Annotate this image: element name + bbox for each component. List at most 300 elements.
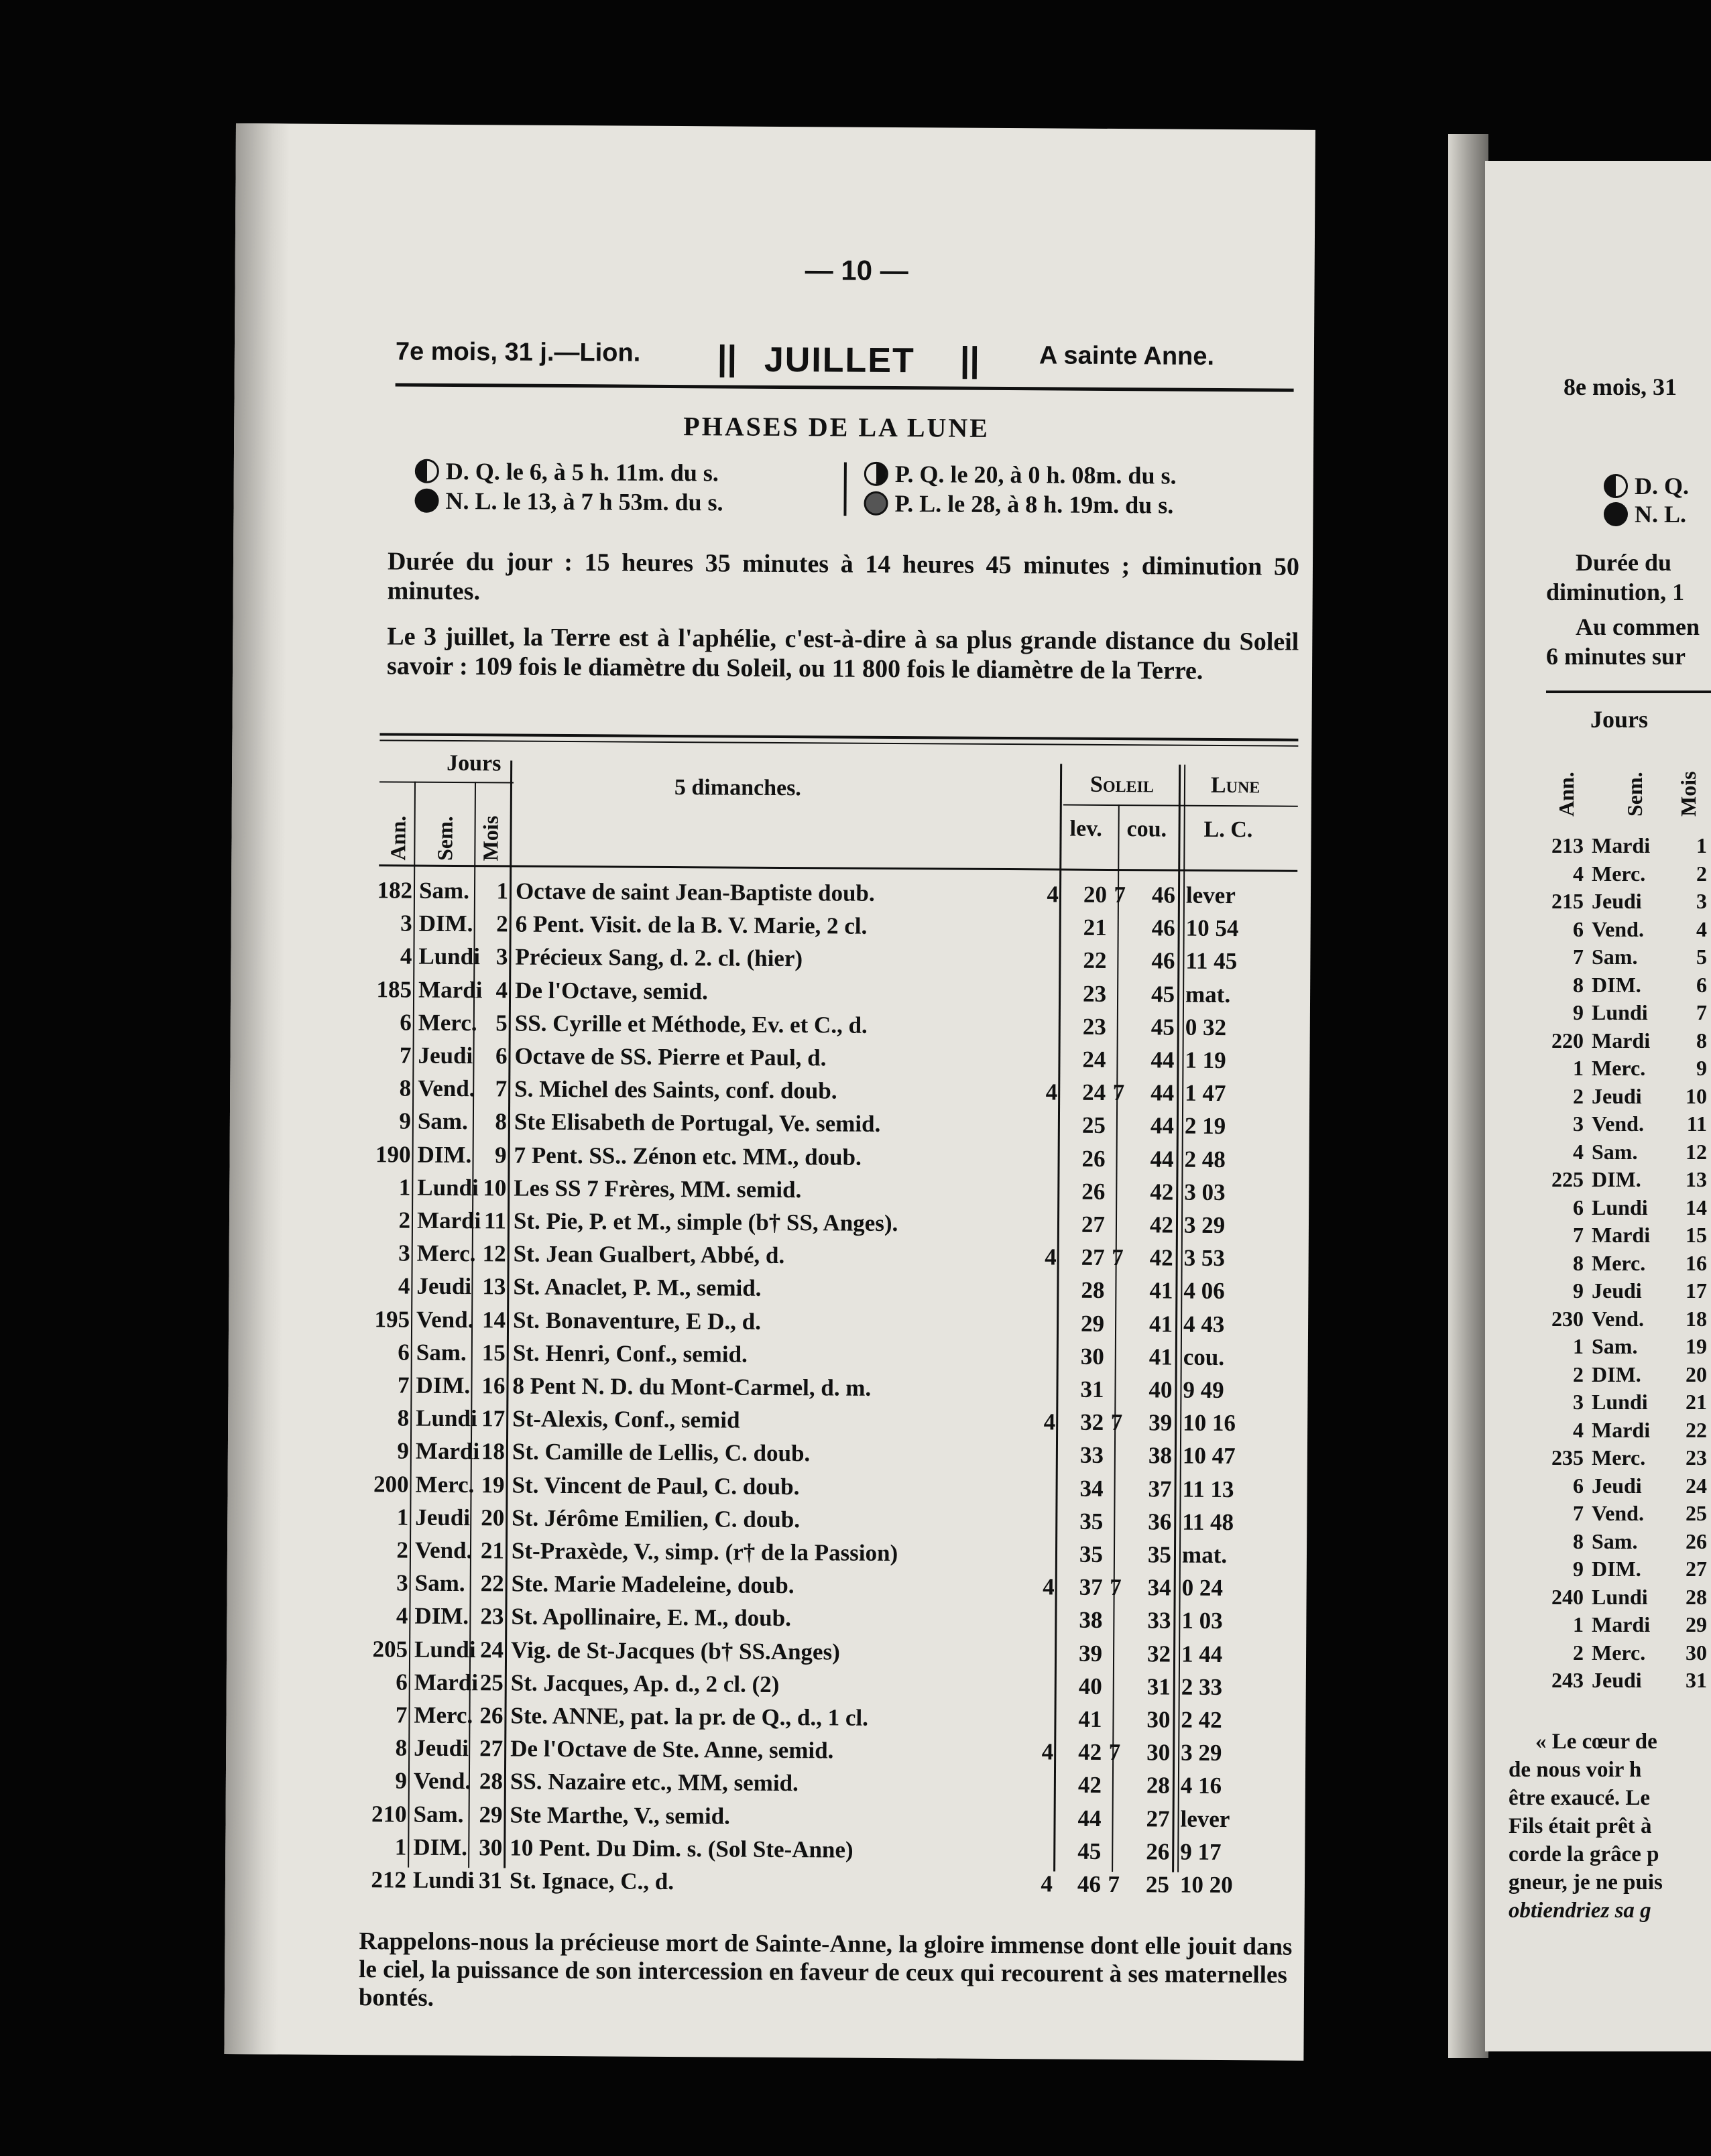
cou-min-cell: 42 [1149, 1244, 1173, 1271]
sem-cell: Lundi [414, 1636, 476, 1663]
cou-min-cell: 44 [1150, 1145, 1174, 1173]
next-ann-cell: 240 [1551, 1584, 1584, 1609]
next-dq [1604, 472, 1689, 500]
sem-cell: Jeudi [416, 1273, 472, 1300]
lune-cell: cou. [1183, 1343, 1225, 1370]
aphelion-note: Le 3 juillet, la Terre est à l'aphélie, c'est-à-dire à sa plus grande distance du Soleil savoir : 109 fois le diamètre du Soleil, ou 11 800 fois le diamètre de la Terre. [386, 622, 1299, 685]
next-mois-cell: 22 [1686, 1417, 1707, 1442]
lev-min-cell: 41 [1078, 1705, 1102, 1732]
ann-cell: 9 [395, 1767, 408, 1794]
phase-pl-text: P. L. le 28, à 8 h. 19m. du s. [894, 490, 1174, 519]
next-ann-cell: 235 [1551, 1445, 1584, 1470]
lev-hour-cell: 4 [1043, 1409, 1056, 1435]
lev-min-cell: 20 [1083, 881, 1108, 908]
lev-hour-cell: 4 [1041, 1738, 1054, 1765]
lune-header: Lune [1210, 772, 1260, 798]
ann-cell: 185 [376, 975, 412, 1003]
cou-min-cell: 39 [1148, 1409, 1173, 1436]
phase-pq [864, 460, 1177, 490]
next-table-rule [1546, 691, 1711, 693]
cou-min-cell: 46 [1151, 947, 1175, 974]
sem-cell: Sam. [417, 1108, 468, 1135]
sem-cell: Lundi [412, 1866, 475, 1894]
table-row [368, 1569, 1293, 1602]
lune-cell: 9 49 [1183, 1376, 1224, 1404]
cou-min-cell: 25 [1145, 1871, 1170, 1898]
sem-cell: Vend. [414, 1537, 473, 1564]
cou-min-cell: 44 [1150, 1112, 1175, 1139]
sem-cell: Jeudi [418, 1042, 473, 1069]
sem-cell: Jeudi [415, 1504, 471, 1531]
lev-min-cell: 26 [1081, 1178, 1106, 1205]
next-comm1: Au commen [1576, 613, 1700, 640]
lune-cell: lever [1185, 882, 1236, 909]
header-bar-left: || [717, 339, 738, 378]
next-sem-cell: Vend. [1592, 1306, 1644, 1331]
next-ann-cell: 9 [1573, 1000, 1584, 1024]
table-body [371, 876, 1297, 1899]
next-mois-cell: 14 [1686, 1195, 1707, 1219]
ann-cell: 3 [400, 910, 412, 937]
next-ann-cell: 4 [1573, 861, 1584, 886]
next-ann-cell: 243 [1551, 1668, 1584, 1692]
soleil-header: Soleil [1089, 772, 1155, 798]
cou-hour-cell: 7 [1110, 1409, 1123, 1436]
lev-min-cell: 35 [1079, 1541, 1104, 1567]
lune-cell: 11 13 [1182, 1476, 1234, 1502]
next-mois-cell: 10 [1686, 1083, 1707, 1108]
sem-cell: Sam. [418, 877, 470, 904]
lev-min-cell: 39 [1078, 1640, 1103, 1667]
saint-cell: S. Michel des Saints, conf. doub. [514, 1075, 837, 1104]
next-sem-cell: Merc. [1592, 1445, 1646, 1470]
mois-cell: 18 [481, 1438, 506, 1465]
lune-cell: 11 48 [1182, 1508, 1234, 1535]
phase-nl-text: N. L. le 13, à 7 h 53m. du s. [445, 487, 723, 516]
ann-cell: 7 [399, 1042, 412, 1069]
next-ann-cell: 225 [1551, 1167, 1584, 1191]
table-row [370, 1206, 1295, 1240]
next-sem-cell: Vend. [1592, 1112, 1644, 1136]
header-bottom-rule [379, 864, 1297, 872]
next-quote-line: obtiendriez sa g [1509, 1899, 1651, 1923]
lev-min-cell: 27 [1081, 1211, 1106, 1238]
ann-cell: 6 [400, 1009, 412, 1036]
phase-nl [414, 487, 723, 517]
lune-cell: 10 54 [1185, 914, 1239, 942]
saint-cell: St. Bonaventure, E D., d. [512, 1307, 762, 1335]
lev-min-cell: 28 [1081, 1277, 1105, 1304]
mois-cell: 9 [494, 1141, 507, 1169]
lune-cell: 3 29 [1181, 1739, 1222, 1766]
dimanches-header: 5 dimanches. [674, 775, 801, 801]
cou-min-cell: 34 [1147, 1574, 1171, 1601]
saint-cell: St. Jean Gualbert, Abbé, d. [513, 1240, 785, 1269]
saint-cell: Octave de saint Jean-Baptiste doub. [515, 878, 875, 906]
jours-header: Jours [447, 750, 501, 776]
cou-min-cell: 27 [1146, 1805, 1170, 1832]
calendar-table [366, 733, 1299, 1905]
next-sem-cell: Jeudi [1592, 1278, 1642, 1303]
lev-min-cell: 40 [1078, 1673, 1102, 1699]
next-ann-cell: 1 [1573, 1334, 1584, 1358]
last-quarter-icon [415, 459, 439, 483]
lune-cell: 1 47 [1185, 1079, 1226, 1107]
sem-cell: Vend. [413, 1768, 471, 1795]
next-sem-cell: Lundi [1592, 1584, 1648, 1609]
sem-cell: Lundi [417, 1174, 479, 1201]
table-row [367, 1668, 1293, 1701]
lune-cell: mat. [1185, 981, 1231, 1008]
mois-cell: 2 [496, 910, 508, 937]
header-bar-right: || [959, 340, 980, 379]
sem-cell: DIM. [414, 1603, 469, 1630]
next-ann-cell: 6 [1573, 1195, 1584, 1219]
next-mois-cell: 23 [1686, 1445, 1707, 1470]
lune-cell: 1 44 [1181, 1640, 1223, 1667]
sem-cell: Mardi [414, 1669, 479, 1696]
next-ann-cell: 215 [1551, 889, 1584, 913]
sem-cell: DIM. [416, 1372, 471, 1399]
cou-min-cell: 38 [1148, 1442, 1173, 1469]
next-sem-cell: Merc. [1592, 1056, 1646, 1080]
ann-cell: 195 [374, 1305, 410, 1333]
lune-cell: 4 16 [1180, 1773, 1222, 1799]
next-ann-cell: 213 [1551, 833, 1584, 857]
next-sem-cell: Mardi [1592, 833, 1651, 857]
next-mois-cell: 9 [1696, 1056, 1707, 1080]
saint-cell: SS. Cyrille et Méthode, Ev. et C., d. [514, 1010, 868, 1038]
sem-cell: Lundi [418, 943, 481, 970]
mois-cell: 6 [495, 1042, 508, 1069]
mois-cell: 20 [481, 1504, 505, 1531]
phases-title: PHASES DE LA LUNE [683, 411, 990, 443]
sem-cell: Sam. [416, 1339, 467, 1366]
lev-hour-cell: 4 [1043, 1573, 1055, 1600]
next-mois-cell: 25 [1686, 1501, 1707, 1525]
next-mois-cell: 15 [1686, 1223, 1707, 1247]
next-sem-cell: Sam. [1592, 1334, 1638, 1358]
sem-cell: Merc. [416, 1240, 476, 1267]
lune-cell: 10 16 [1183, 1409, 1236, 1437]
lune-cell: 4 43 [1183, 1311, 1225, 1337]
next-sem-cell: Mardi [1592, 1417, 1651, 1442]
saint-cell: Ste. ANNE, pat. la pr. de Q., d., 1 cl. [510, 1702, 869, 1731]
next-sem-cell: Vend. [1592, 916, 1644, 941]
next-sem-cell: Lundi [1592, 1000, 1648, 1024]
sem-cell: Vend. [418, 1075, 475, 1102]
ann-cell: 1 [396, 1504, 409, 1531]
sem-cell: Vend. [416, 1306, 474, 1333]
saint-cell: Octave de SS. Pierre et Paul, d. [514, 1042, 827, 1071]
next-sem-cell: DIM. [1592, 1167, 1641, 1191]
table-row [367, 1734, 1292, 1767]
cou-min-cell: 33 [1147, 1607, 1171, 1634]
saint-cell: De l'Octave de Ste. Anne, semid. [510, 1735, 834, 1764]
ann-cell: 210 [371, 1800, 407, 1828]
saint-cell: St-Praxède, V., simp. (r† de la Passion) [511, 1537, 898, 1567]
next-ann-cell: 7 [1573, 1223, 1584, 1247]
lev-min-cell: 45 [1077, 1838, 1102, 1864]
ann-cell: 6 [398, 1339, 410, 1366]
next-mois-cell: 13 [1686, 1167, 1707, 1191]
cou-min-cell: 46 [1151, 882, 1176, 908]
next-ann-cell: 7 [1573, 945, 1584, 969]
saint-cell: St. Ignace, C., d. [509, 1867, 674, 1895]
full-moon-icon [864, 491, 888, 516]
next-ann-cell: 1 [1573, 1612, 1584, 1636]
almanac-page [224, 123, 1315, 2061]
saint-cell: St. Camille de Lellis, C. doub. [512, 1438, 811, 1467]
saint-cell: St. Apollinaire, E. M., doub. [511, 1603, 792, 1632]
next-ann-cell: 3 [1573, 1112, 1584, 1136]
sem-cell: Merc. [414, 1701, 473, 1729]
cou-hour-cell: 7 [1112, 1244, 1124, 1271]
lev-min-cell: 24 [1082, 1079, 1106, 1106]
cou-min-cell: 45 [1150, 980, 1175, 1008]
sem-cell: Lundi [416, 1404, 477, 1432]
next-mois-cell: 24 [1686, 1473, 1707, 1498]
page-number: — 10 — [805, 254, 908, 287]
next-mois-cell: 28 [1686, 1584, 1707, 1609]
next-sem-cell: Merc. [1592, 1250, 1646, 1275]
mois-cell: 21 [480, 1537, 505, 1564]
phase-pl [864, 489, 1173, 520]
next-ann-cell: 9 [1573, 1278, 1584, 1303]
saint-cell: St. Vincent de Paul, C. doub. [512, 1472, 800, 1500]
saint-cell: St. Pie, P. et M., simple (b† SS, Anges). [513, 1207, 898, 1237]
header-rule [396, 383, 1294, 392]
next-sem-cell: Jeudi [1592, 1473, 1642, 1498]
next-mois-cell: 1 [1696, 833, 1707, 857]
lune-cell: 4 06 [1183, 1278, 1225, 1305]
sem-cell: Sam. [413, 1801, 464, 1828]
cou-min-cell: 41 [1148, 1343, 1173, 1370]
saint-cell: St. Henri, Conf., semid. [512, 1339, 748, 1368]
ann-cell: 8 [395, 1734, 408, 1761]
lev-min-cell: 26 [1081, 1145, 1106, 1172]
saint-cell: St. Anaclet, P. M., semid. [513, 1273, 762, 1302]
lune-cell: 0 32 [1185, 1014, 1227, 1040]
next-sem-cell: Mardi [1592, 1028, 1651, 1053]
header-right: A sainte Anne. [1039, 341, 1215, 371]
cou-hour-cell: 7 [1114, 882, 1126, 908]
next-duree1: Durée du [1576, 549, 1671, 576]
next-quote-line: corde la grâce p [1509, 1842, 1659, 1866]
cou-min-cell: 40 [1148, 1376, 1173, 1403]
lune-cell: 2 33 [1181, 1673, 1223, 1700]
next-sem-cell: DIM. [1592, 972, 1641, 997]
saint-cell: St. Jérôme Emilien, C. doub. [512, 1504, 801, 1533]
mois-cell: 10 [483, 1175, 507, 1201]
next-ann-cell: 9 [1573, 1557, 1584, 1581]
lev-min-cell: 34 [1079, 1475, 1104, 1502]
next-sem-cell: Jeudi [1592, 1083, 1642, 1108]
next-sem-cell: Vend. [1592, 1501, 1644, 1525]
ann-cell: 1 [394, 1834, 407, 1860]
next-ann-cell: 8 [1573, 1250, 1584, 1275]
next-quote-line: gneur, je ne puis [1509, 1870, 1663, 1895]
jours-underline [379, 781, 514, 783]
lev-min-cell: 33 [1079, 1442, 1104, 1469]
next-mois-cell: 18 [1686, 1306, 1707, 1331]
mois-cell: 5 [495, 1010, 508, 1036]
lune-cell: 3 29 [1183, 1211, 1226, 1239]
saint-cell: Précieux Sang, d. 2. cl. (hier) [515, 943, 803, 972]
lev-min-cell: 37 [1079, 1573, 1103, 1601]
lev-min-cell: 25 [1081, 1112, 1106, 1139]
mois-cell: 22 [480, 1570, 504, 1597]
next-sem-cell: Jeudi [1592, 889, 1642, 913]
next-ann: Ann. [1554, 772, 1578, 817]
next-nl-text: N. L. [1635, 501, 1687, 528]
next-ann-cell: 230 [1551, 1306, 1584, 1331]
lev-min-cell: 44 [1077, 1805, 1102, 1832]
lev-min-cell: 42 [1077, 1772, 1102, 1799]
next-mois-cell: 26 [1686, 1529, 1707, 1553]
cou-min-cell: 30 [1146, 1706, 1171, 1733]
mois-cell: 19 [481, 1471, 505, 1498]
next-sem-cell: Lundi [1592, 1195, 1648, 1219]
ann-header: Ann. [386, 815, 410, 861]
cou-min-cell: 32 [1146, 1640, 1171, 1667]
lune-cell: 3 03 [1184, 1179, 1226, 1205]
lev-hour-cell: 4 [1045, 1079, 1058, 1105]
mois-cell: 1 [496, 878, 509, 904]
lune-cell: 9 17 [1180, 1838, 1222, 1865]
lev-min-cell: 27 [1081, 1244, 1105, 1271]
table-row [369, 1338, 1295, 1372]
next-mois-cell: 30 [1686, 1640, 1707, 1665]
last-quarter-icon [1604, 474, 1628, 498]
cou-min-cell: 30 [1146, 1739, 1171, 1766]
mois-header: Mois [478, 815, 503, 861]
lev-min-cell: 38 [1079, 1607, 1103, 1634]
cou-min-cell: 44 [1150, 1046, 1175, 1073]
next-ann-cell: 1 [1573, 1056, 1584, 1080]
next-mois-cell: 5 [1696, 945, 1707, 969]
ann-cell: 4 [398, 1272, 410, 1300]
next-ann-cell: 2 [1573, 1083, 1584, 1108]
next-ann-cell: 8 [1573, 972, 1584, 997]
lev-min-cell: 23 [1082, 980, 1107, 1007]
lune-cell: 2 48 [1184, 1146, 1226, 1173]
next-ann-cell: 2 [1573, 1362, 1584, 1386]
cou-min-cell: 41 [1148, 1310, 1173, 1337]
saint-cell: Ste Elisabeth de Portugal, Ve. semid. [514, 1108, 881, 1138]
lune-cell: 10 20 [1179, 1871, 1233, 1899]
sem-cell: DIM. [417, 1141, 472, 1168]
table-row [372, 909, 1297, 943]
new-moon-icon [414, 489, 438, 513]
next-ann-cell: 2 [1573, 1640, 1584, 1665]
sem-cell: Sam. [414, 1569, 465, 1597]
mois-cell: 7 [495, 1075, 508, 1102]
next-sem-cell: Jeudi [1592, 1668, 1642, 1692]
next-duree2: diminution, 1 [1546, 579, 1685, 605]
table-row [370, 1239, 1295, 1272]
next-dq-text: D. Q. [1635, 473, 1689, 499]
sem-cell: Merc. [418, 1009, 477, 1036]
mois-cell: 15 [481, 1339, 506, 1366]
next-mois-cell: 8 [1696, 1028, 1707, 1053]
saint-cell: 7 Pent. SS.. Zénon etc. MM., doub. [514, 1142, 862, 1171]
mois-cell: 17 [481, 1405, 506, 1432]
cou-hour-cell: 7 [1108, 1739, 1121, 1766]
saint-cell: Vig. de St-Jacques (b† SS.Anges) [510, 1636, 840, 1665]
mois-cell: 29 [479, 1801, 503, 1828]
lev-min-cell: 24 [1082, 1046, 1106, 1073]
lune-cell: 1 19 [1185, 1046, 1226, 1074]
next-mois-cell: 2 [1696, 861, 1707, 886]
mois-cell: 25 [479, 1669, 504, 1696]
cou-hour-cell: 7 [1108, 1870, 1120, 1898]
table-row [367, 1767, 1292, 1801]
saint-cell: St. Jacques, Ap. d., 2 cl. (2) [510, 1669, 780, 1697]
lev-header: lev. [1069, 816, 1102, 841]
next-mois-cell: 12 [1686, 1139, 1707, 1164]
new-moon-icon [1604, 502, 1628, 526]
lune-cell: lever [1180, 1805, 1230, 1832]
table-row [370, 1173, 1295, 1207]
next-sem-cell: Sam. [1592, 945, 1638, 969]
next-ann-cell: 3 [1573, 1390, 1584, 1414]
next-mois-cell: 3 [1696, 889, 1707, 913]
lune-cell: mat. [1181, 1541, 1228, 1569]
ann-cell: 9 [399, 1107, 412, 1135]
table-top-rule-2 [379, 739, 1298, 746]
lune-cell: 11 45 [1185, 948, 1238, 975]
saint-cell: St-Alexis, Conf., semid [512, 1405, 740, 1433]
mois-cell: 11 [483, 1207, 507, 1234]
cou-min-cell: 26 [1146, 1838, 1170, 1865]
month-title: JUILLET [764, 340, 915, 381]
sem-cell: DIM. [413, 1834, 468, 1860]
next-mois-cell: 21 [1686, 1390, 1707, 1414]
table-row [366, 1800, 1291, 1834]
table-row [369, 1305, 1295, 1339]
cou-min-cell: 35 [1147, 1541, 1172, 1568]
cou-min-cell: 44 [1150, 1079, 1175, 1106]
header-left: 7e mois, 31 j.—Lion. [395, 337, 641, 367]
cou-header: cou. [1126, 817, 1167, 842]
phase-dq-text: D. Q. le 6, à 5 h. 11m. du s. [445, 457, 719, 487]
table-row [370, 1140, 1295, 1174]
mois-cell: 26 [479, 1702, 504, 1729]
next-mois-cell: 19 [1686, 1334, 1707, 1358]
table-row [371, 1107, 1296, 1141]
next-mois-cell: 11 [1686, 1112, 1707, 1136]
next-mois-cell: 20 [1686, 1362, 1707, 1386]
phase-dq [415, 457, 719, 487]
table-row [368, 1536, 1293, 1569]
table-row [372, 876, 1297, 910]
lev-min-cell: 22 [1083, 947, 1107, 974]
mois-cell: 30 [479, 1834, 503, 1861]
lev-min-cell: 42 [1078, 1738, 1102, 1766]
table-row [369, 1437, 1294, 1471]
next-ann-cell: 6 [1573, 1473, 1584, 1498]
lune-cell: 2 19 [1184, 1113, 1226, 1140]
next-ann-cell: 4 [1573, 1417, 1584, 1442]
table-row [371, 1074, 1296, 1107]
first-quarter-icon [864, 462, 888, 486]
mois-cell: 8 [495, 1108, 508, 1135]
saint-cell: De l'Octave, semid. [514, 977, 708, 1004]
next-mois-cell: 4 [1696, 916, 1707, 941]
cou-min-cell: 42 [1150, 1179, 1174, 1205]
closing-note: Rappelons-nous la précieuse mort de Sainte-Anne, la gloire immense dont elle jouit dans le ciel, la puissance de son intercession en faveur de ceux qui recourent à ses maternelles bontés. [358, 1927, 1293, 2012]
